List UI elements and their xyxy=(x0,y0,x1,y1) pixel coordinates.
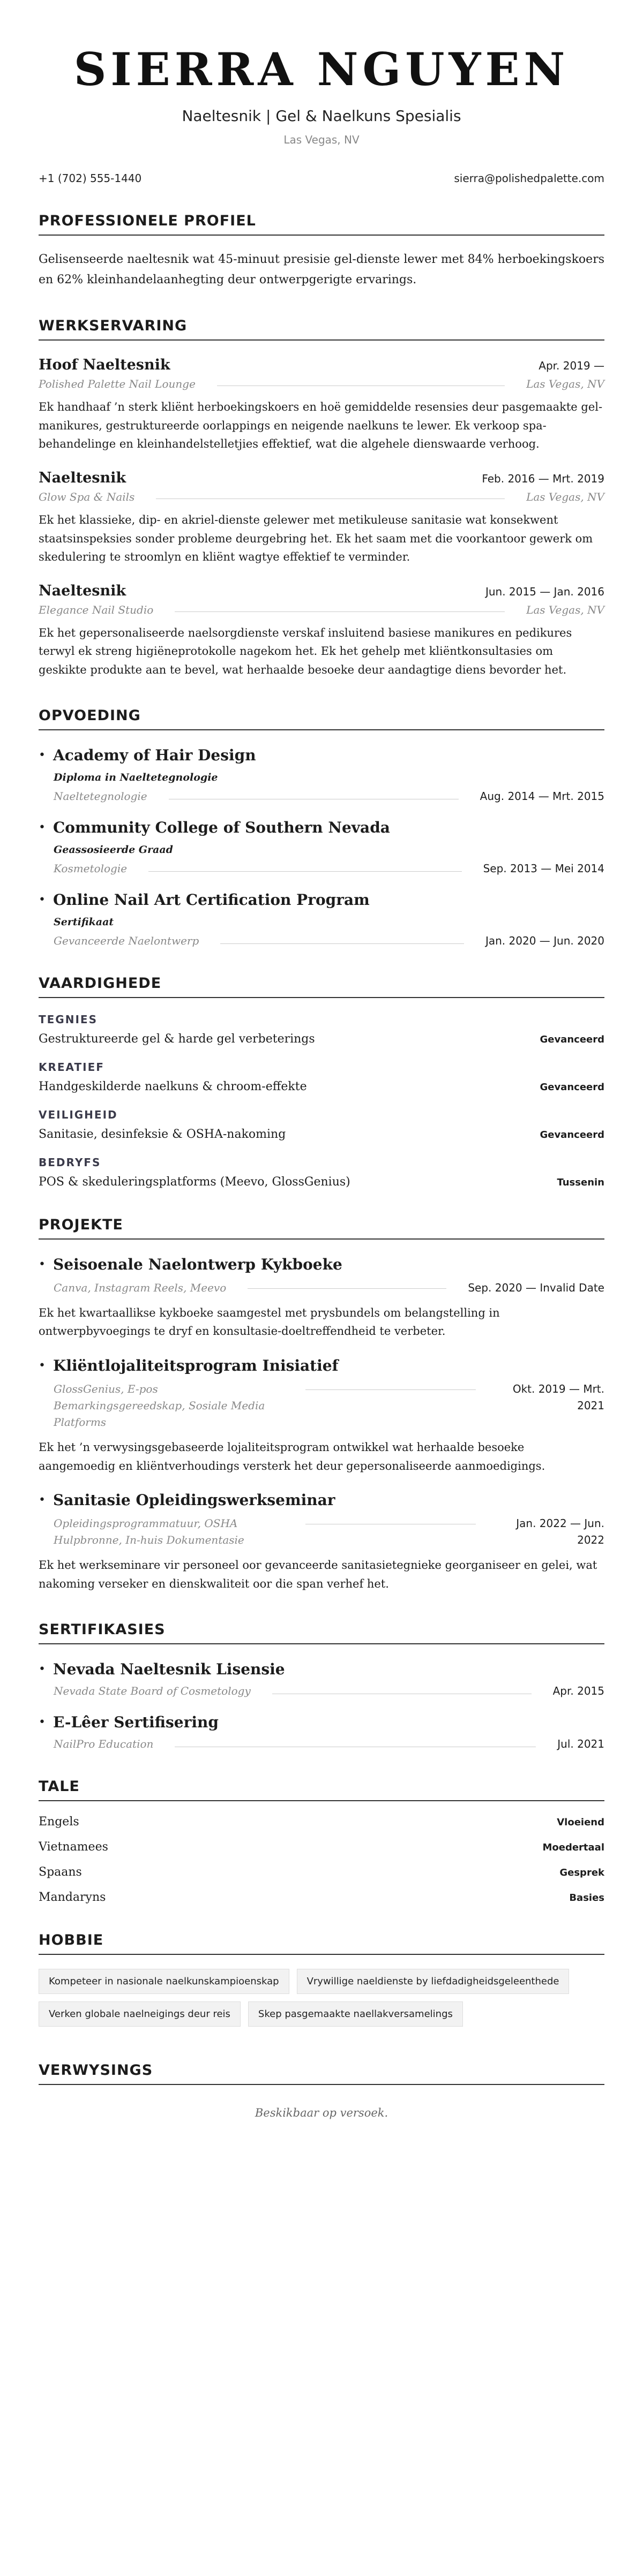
job-location: Las Vegas, NV xyxy=(526,603,604,616)
language-name: Vietnamees xyxy=(39,1840,108,1854)
references-section xyxy=(39,2062,604,2119)
language-item xyxy=(39,1815,604,1829)
school-name: Community College of Southern Nevada xyxy=(53,818,390,836)
field-of-study: Gevanceerde Naelontwerp xyxy=(54,934,199,947)
hobby-tag: Skep pasgemaakte naellakversamelings xyxy=(248,2001,463,2027)
project-name: Kliëntlojaliteitsprogram Inisiatief xyxy=(53,1357,339,1375)
company: Elegance Nail Studio xyxy=(39,603,154,616)
phone: +1 (702) 555-1440 xyxy=(39,172,142,185)
profile-text: Gelisenseerde naeltesnik wat 45-minuut presisie gel-dienste lewer met 84% herboekingskoers en 62% kleinhandelaanhegting deur ontwerpgerigte ervarings. xyxy=(39,253,604,286)
section-title: HOBBIE xyxy=(39,1932,604,1955)
language-name: Mandaryns xyxy=(39,1890,106,1904)
job-description: Ek handhaaf ’n sterk kliënt herboekingskoers en hoë gemiddelde resensies deur pasgemaakte gel-manikures, gestruktureerde oorlappings en neigende naelkuns te lewer. Ek verkoop spa-behandelinge en kleinhandelstelletjies effektief, wat die algehele dienswaarde verhoog. xyxy=(39,400,603,451)
projects-section xyxy=(39,1217,604,1593)
education-entry xyxy=(39,746,604,803)
certification-date: Jul. 2021 xyxy=(557,1737,604,1750)
bullet-icon: • xyxy=(39,1662,46,1676)
skill-name: POS & skeduleringsplatforms (Meevo, GlossGenius) xyxy=(39,1175,350,1189)
hobby-tag: Verken globale naelneigings deur reis xyxy=(39,2001,241,2027)
language-level: Vloeiend xyxy=(557,1816,604,1828)
section-title: OPVOEDING xyxy=(39,707,604,730)
language-name: Engels xyxy=(39,1815,79,1829)
project-entry xyxy=(39,1491,604,1593)
skill-level: Gevanceerd xyxy=(540,1081,604,1093)
bullet-icon: • xyxy=(39,1359,46,1373)
divider xyxy=(175,611,505,612)
bullet-icon: • xyxy=(39,820,46,834)
job-title: Naeltesnik xyxy=(39,469,126,486)
skill-group xyxy=(39,1013,604,1046)
skill-name: Gestruktureerde gel & harde gel verbeterings xyxy=(39,1032,315,1046)
education-entry xyxy=(39,891,604,947)
divider xyxy=(305,1515,476,1524)
job-location: Las Vegas, NV xyxy=(526,377,604,390)
divider xyxy=(248,1280,446,1289)
project-tools: GlossGenius, E-pos Bemarkingsgereedskap, Sosiale Media Platforms xyxy=(54,1383,265,1429)
field-of-study: Naeltetegnologie xyxy=(54,789,147,803)
skill-category: TEGNIES xyxy=(39,1013,98,1026)
job-title: Naeltesnik xyxy=(39,582,126,599)
project-tools: Canva, Instagram Reels, Meevo xyxy=(54,1281,227,1294)
issuer: NailPro Education xyxy=(54,1737,154,1750)
divider xyxy=(148,871,462,872)
divider xyxy=(220,943,464,944)
project-entry xyxy=(39,1357,604,1475)
resume-header xyxy=(39,43,604,147)
hobby-tag: Vrywillige naeldienste by liefdadigheidsgeleenthede xyxy=(297,1969,570,1994)
job-title: Naeltesnik | Gel & Naelkuns Spesialis xyxy=(182,107,461,125)
location: Las Vegas, NV xyxy=(283,133,360,147)
language-item xyxy=(39,1891,604,1904)
field-of-study: Kosmetologie xyxy=(54,862,128,875)
language-level: Moedertaal xyxy=(542,1841,604,1853)
hobby-tags xyxy=(39,1969,604,2034)
project-date: Okt. 2019 — Mrt. 2021 xyxy=(512,1383,604,1412)
issuer: Nevada State Board of Cosmetology xyxy=(54,1684,251,1697)
hobbies-section xyxy=(39,1932,604,2034)
job-date: Jun. 2015 — Jan. 2016 xyxy=(485,585,604,598)
profile-section xyxy=(39,213,604,290)
divider xyxy=(305,1381,476,1390)
languages-section xyxy=(39,1778,604,1904)
education-entry xyxy=(39,819,604,875)
education-date: Sep. 2013 — Mei 2014 xyxy=(483,862,604,875)
language-list xyxy=(39,1815,604,1904)
bullet-icon: • xyxy=(39,1715,46,1729)
job-date: Feb. 2016 — Mrt. 2019 xyxy=(482,472,604,485)
school-name: Online Nail Art Certification Program xyxy=(53,890,370,909)
job-entry xyxy=(39,583,604,679)
skill-category: VEILIGHEID xyxy=(39,1108,118,1121)
candidate-name: SIERRA NGUYEN xyxy=(73,43,570,96)
skill-name: Sanitasie, desinfeksie & OSHA-nakoming xyxy=(39,1127,286,1141)
certification-name: E-Lêer Sertifisering xyxy=(53,1713,219,1731)
project-entry xyxy=(39,1256,604,1341)
bullet-icon: • xyxy=(39,893,46,906)
job-entry xyxy=(39,470,604,566)
job-entry xyxy=(39,357,604,454)
language-item xyxy=(39,1840,604,1854)
section-title: SERTIFIKASIES xyxy=(39,1621,604,1644)
section-title: WERKSERVARING xyxy=(39,318,604,341)
skill-group xyxy=(39,1061,604,1093)
education-date: Aug. 2014 — Mrt. 2015 xyxy=(480,789,604,803)
job-description: Ek het gepersonaliseerde naelsorgdienste verskaf insluitend basiese manikures en pedikures terwyl ek streng higiëneprotokolle nagekom het. Ek het gehelp met kliëntkonsultasies om geskikte produkte aan te bevel, wat herhaalde besoeke deur aandagtige diens bevorder het. xyxy=(39,626,572,677)
skill-group xyxy=(39,1156,604,1189)
bullet-icon: • xyxy=(39,1493,46,1507)
project-description: Ek het kwartaallikse kykboeke saamgestel met prysbundels om belangstelling in ontwerpbyvoegings te dryf en konsultasie-doeltreffendheid te verbeter. xyxy=(39,1306,500,1338)
degree: Diploma in Naeltetegnologie xyxy=(54,771,218,783)
project-date: Jan. 2022 — Jun. 2022 xyxy=(516,1517,604,1547)
skill-category: BEDRYFS xyxy=(39,1155,101,1169)
company: Glow Spa & Nails xyxy=(39,490,135,503)
references-text: Beskikbaar op versoek. xyxy=(255,2106,388,2119)
experience-section xyxy=(39,318,604,679)
language-item xyxy=(39,1865,604,1879)
certifications-section xyxy=(39,1621,604,1750)
skill-level: Gevanceerd xyxy=(540,1033,604,1045)
degree: Sertifikaat xyxy=(54,916,114,928)
skill-level: Tussenin xyxy=(557,1176,604,1188)
project-description: Ek het werkseminare vir personeel oor gevanceerde sanitasietegnieke georganiseer en gelei, wat nakoming verseker en dienskwaliteit oor die span verhef het. xyxy=(39,1559,597,1590)
job-description: Ek het klassieke, dip- en akriel-dienste gelewer met metikuleuse sanitasie wat konsekwent staatsinspeksies sonder probleme deurgebring het. Ek het saam met die voorkantoor gewerk om skedulering te stroomlyn en kliënt wagtye effektief te verminder. xyxy=(39,513,593,564)
job-title: Hoof Naeltesnik xyxy=(39,356,170,373)
job-location: Las Vegas, NV xyxy=(526,490,604,503)
language-name: Spaans xyxy=(39,1865,82,1879)
email: sierra@polishedpalette.com xyxy=(454,172,604,185)
section-title: VAARDIGHEDE xyxy=(39,975,604,998)
section-title: VERWYSINGS xyxy=(39,2062,604,2085)
skill-group xyxy=(39,1108,604,1141)
certification-date: Apr. 2015 xyxy=(552,1684,604,1697)
school-name: Academy of Hair Design xyxy=(53,746,256,764)
project-tools: Opleidingsprogrammatuur, OSHA Hulpbronne, In-huis Dokumentasie xyxy=(54,1517,244,1547)
hobby-tag: Kompeteer in nasionale naelkunskampioenskap xyxy=(39,1969,289,1994)
section-title: PROJEKTE xyxy=(39,1217,604,1240)
certification-entry xyxy=(39,1713,604,1750)
skill-category: KREATIEF xyxy=(39,1060,104,1074)
skills-section xyxy=(39,975,604,1189)
degree: Geassosieerde Graad xyxy=(54,843,173,856)
skill-level: Gevanceerd xyxy=(540,1129,604,1140)
bullet-icon: • xyxy=(39,1257,46,1271)
project-description: Ek het ’n verwysingsgebaseerde lojaliteitsprogram ontwikkel wat herhaalde besoeke aangemoedig en kliëntverhoudings versterk het deur gepersonaliseerde aanmoedigings. xyxy=(39,1441,545,1472)
project-name: Seisoenale Naelontwerp Kykboeke xyxy=(53,1255,342,1273)
job-date: Apr. 2019 — xyxy=(539,359,604,372)
project-name: Sanitasie Opleidingswerkseminar xyxy=(53,1491,335,1509)
language-level: Basies xyxy=(569,1892,604,1903)
company: Polished Palette Nail Lounge xyxy=(39,377,196,390)
education-date: Jan. 2020 — Jun. 2020 xyxy=(485,934,604,947)
section-title: TALE xyxy=(39,1778,604,1801)
skill-name: Handgeskilderde naelkuns & chroom-effekte xyxy=(39,1079,307,1093)
language-level: Gesprek xyxy=(559,1867,604,1878)
contact-row xyxy=(39,172,604,185)
certification-name: Nevada Naeltesnik Lisensie xyxy=(53,1660,285,1678)
certification-entry xyxy=(39,1660,604,1697)
project-date: Sep. 2020 — Invalid Date xyxy=(468,1281,604,1294)
divider xyxy=(156,498,505,499)
section-title: PROFESSIONELE PROFIEL xyxy=(39,213,604,236)
education-section xyxy=(39,707,604,947)
bullet-icon: • xyxy=(39,748,46,762)
